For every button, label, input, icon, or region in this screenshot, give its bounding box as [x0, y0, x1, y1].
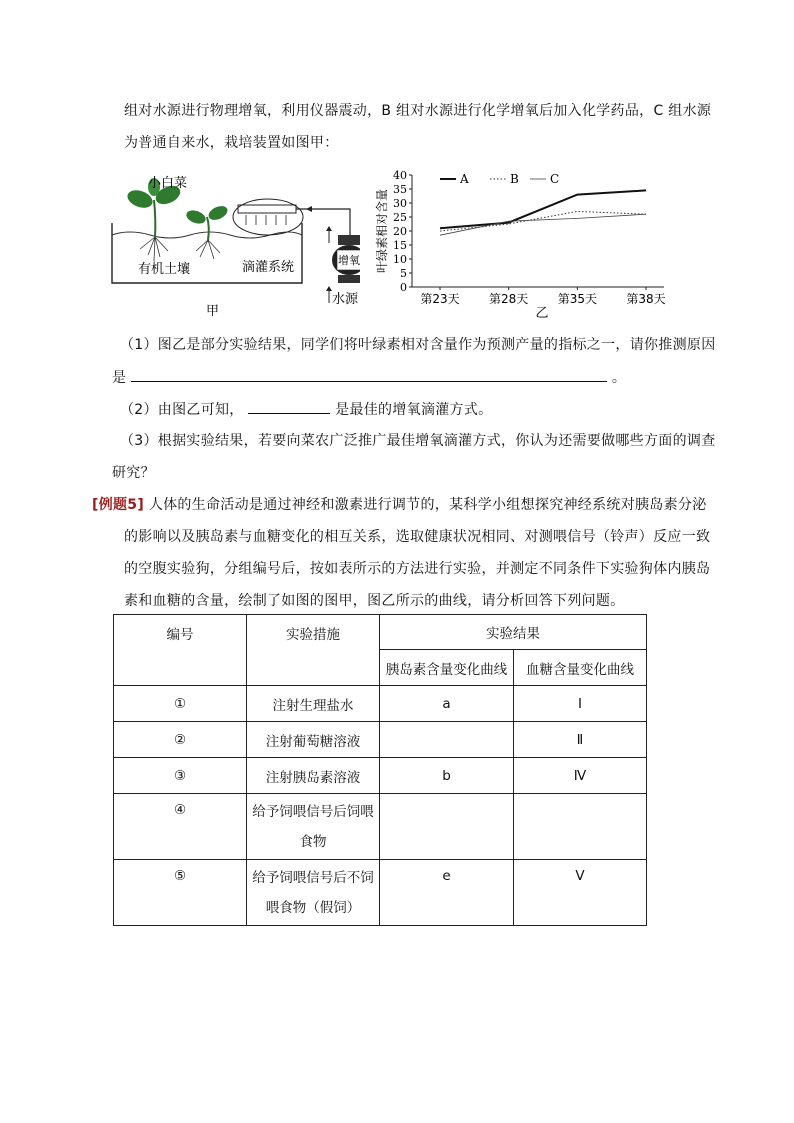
- table-row: [114, 758, 647, 794]
- row-glucose: Ⅰ: [514, 686, 647, 722]
- example-5-tag: [例题5]: [92, 497, 145, 513]
- experiment-table: [113, 614, 647, 926]
- header-id: 编号: [114, 615, 247, 686]
- y-tick-label: 0: [400, 281, 407, 294]
- row-measure: 注射生理盐水: [247, 686, 380, 722]
- q2-suffix: 是最佳的增氧滴灌方式。: [335, 402, 493, 418]
- y-tick-label: 20: [393, 225, 407, 238]
- leaf: [185, 208, 208, 226]
- question-2: [120, 399, 492, 420]
- legend-label-c: C: [550, 172, 560, 186]
- oxygen-cap-bottom: [338, 275, 360, 283]
- table-row: [114, 860, 647, 926]
- row-insulin: b: [380, 758, 514, 794]
- y-tick-label: 15: [393, 239, 407, 252]
- oxygen-cap-top: [338, 235, 360, 245]
- table-row: [114, 794, 647, 860]
- example-5-line-4: 素和血糖的含量，绘制了如图的图甲，图乙所示的曲线，请分析回答下列问题。: [124, 593, 625, 609]
- row-id: ①: [114, 686, 247, 722]
- leaf: [206, 203, 229, 222]
- row-measure: [247, 794, 380, 860]
- question-1-line-2: [112, 367, 626, 388]
- row-measure-line-2: 食物: [299, 833, 327, 850]
- drip-pipe: [238, 205, 296, 213]
- row-id: ④: [114, 794, 247, 860]
- row-measure: [247, 860, 380, 926]
- q1-prefix: 是: [112, 370, 127, 386]
- row-insulin: e: [380, 860, 514, 926]
- q1-suffix: 。: [611, 370, 627, 386]
- row-measure: 注射胰岛素溶液: [247, 758, 380, 794]
- soil-label: 有机土壤: [138, 262, 191, 277]
- table-row: [114, 722, 647, 758]
- feed-pipe: [296, 209, 350, 235]
- y-tick-label: 25: [393, 211, 407, 224]
- y-tick-label: 35: [393, 183, 407, 196]
- series-line-b: [440, 211, 646, 231]
- legend-label-a: A: [460, 172, 469, 186]
- row-glucose: [514, 794, 647, 860]
- x-tick-label: 第38天: [626, 292, 666, 306]
- question-1-line-1: （1）图乙是部分实验结果，同学们将叶绿素相对含量作为预测产量的指标之一，请你推测原因: [120, 337, 716, 353]
- drip-label: 滴灌系统: [242, 260, 295, 275]
- figure-jia: [110, 165, 360, 320]
- row-id: ②: [114, 722, 247, 758]
- row-glucose: Ⅱ: [514, 722, 647, 758]
- example-5-line-2: 的影响以及胰岛素与血糖变化的相互关系，选取健康状况相同、对测喂信号（铃声）反应一致: [124, 529, 711, 545]
- drip-highlight: [233, 199, 303, 235]
- example-5-line-3: 的空腹实验狗，分组编号后，按如表所示的方法进行实验，并测定不同条件下实验狗体内胰岛: [124, 561, 711, 577]
- q2-prefix: （2）由图乙可知，: [120, 402, 244, 418]
- y-axis-label: 叶绿素相对含量: [375, 188, 389, 274]
- row-measure: 注射葡萄糖溶液: [247, 722, 380, 758]
- row-glucose: Ⅳ: [514, 758, 647, 794]
- plant-label: 小白菜: [148, 176, 188, 191]
- chart-yi: [372, 160, 672, 320]
- series-line-a: [440, 190, 646, 228]
- row-measure-line-1: 给予饲喂信号后不饲: [252, 869, 374, 886]
- row-measure-line-2: 喂食物（假饲）: [265, 899, 361, 916]
- row-id: ③: [114, 758, 247, 794]
- row-id: ⑤: [114, 860, 247, 926]
- y-tick-label: 10: [393, 253, 407, 266]
- water-source-label: 水源: [332, 292, 359, 307]
- chart-caption: 乙: [535, 306, 549, 320]
- roots-left: [140, 237, 168, 261]
- y-tick-label: 40: [393, 169, 407, 182]
- intro-line-2: 为普通自来水，栽培装置如图甲：: [124, 135, 339, 151]
- drip-arrows: [246, 215, 286, 225]
- figure-jia-caption: 甲: [206, 304, 220, 319]
- question-3-line-2: 研究？: [112, 465, 155, 481]
- row-insulin: [380, 794, 514, 860]
- y-tick-label: 30: [393, 197, 407, 210]
- q2-answer-blank[interactable]: [248, 399, 330, 414]
- row-measure-line-1: 给予饲喂信号后饲喂: [252, 803, 374, 820]
- x-tick-label: 第23天: [420, 292, 460, 306]
- oxygen-label: 增氧: [338, 254, 360, 267]
- question-3-line-1: （3）根据实验结果，若要向菜农广泛推广最佳增氧滴灌方式，你认为还需要做哪些方面的调查: [120, 433, 716, 449]
- row-insulin: a: [380, 686, 514, 722]
- header-glucose: 血糖含量变化曲线: [514, 650, 647, 686]
- header-measure: 实验措施: [247, 615, 380, 686]
- q1-answer-blank[interactable]: [131, 367, 607, 382]
- y-tick-label: 5: [400, 267, 407, 280]
- roots-right: [196, 240, 220, 259]
- header-insulin: 胰岛素含量变化曲线: [380, 650, 514, 686]
- row-insulin: [380, 722, 514, 758]
- example-5-line-1: [92, 495, 707, 515]
- x-tick-label: 第28天: [489, 292, 529, 306]
- header-result: 实验结果: [380, 615, 647, 650]
- table-row: [114, 686, 647, 722]
- legend-label-b: B: [510, 172, 519, 186]
- example-5-text-1: 人体的生命活动是通过神经和激素进行调节的，某科学小组想探究神经系统对胰岛素分泌: [148, 497, 707, 513]
- intro-line-1: 组对水源进行物理增氧，利用仪器震动，B 组对水源进行化学增氧后加入化学药品，C 组水源: [124, 103, 712, 119]
- x-tick-label: 第35天: [557, 292, 597, 306]
- row-glucose: Ⅴ: [514, 860, 647, 926]
